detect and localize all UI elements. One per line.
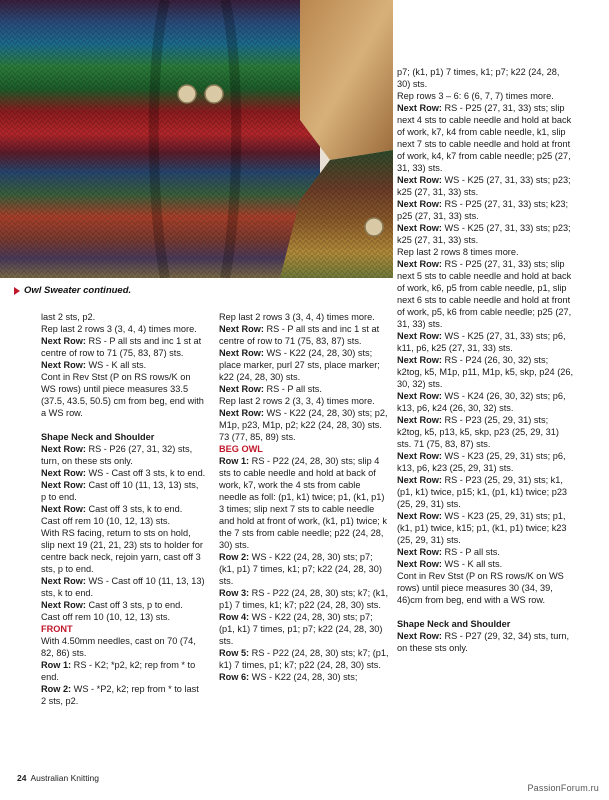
- instruction-paragraph: [219, 611, 389, 647]
- instruction-text: Cont in Rev Stst (P on RS rows/K on WS rows) until piece measures 33.5 (37.5, 43.5, 50.5) cm from beg, end with a WS row.: [41, 372, 204, 418]
- instruction-paragraph: [219, 383, 389, 395]
- instruction-paragraph: [41, 575, 206, 599]
- instruction-paragraph: [397, 66, 575, 90]
- instruction-paragraph: [41, 371, 206, 419]
- instruction-text: WS - K22 (24, 28, 30) sts; p7; (k1, p1) 7 times, k1; p7; k22 (24, 28, 30) sts.: [219, 552, 382, 586]
- page-footer: [17, 773, 99, 783]
- row-label: Row 3:: [219, 588, 250, 598]
- instruction-paragraph: [41, 527, 206, 575]
- section-subheading: FRONT: [41, 624, 73, 634]
- instruction-paragraph: [397, 558, 575, 570]
- instruction-text: WS - *P2, k2; rep from * to last 2 sts, p2.: [41, 684, 199, 706]
- row-label: Next Row:: [397, 631, 442, 641]
- instruction-paragraph: [397, 198, 575, 222]
- instruction-text: With RS facing, return to sts on hold, slip next 19 (21, 21, 23) sts to holder for centre back neck, rejoin yarn, cast off 3 sts, p to end.: [41, 528, 203, 574]
- instruction-paragraph: [219, 551, 389, 587]
- row-label: Next Row:: [41, 444, 86, 454]
- watermark: PassionForum.ru: [527, 783, 599, 793]
- instruction-paragraph: [219, 671, 389, 683]
- instruction-paragraph: [219, 407, 389, 443]
- instruction-text: WS - K22 (24, 28, 30) sts; p2, M1p, p23, M1p, p2; k22 (24, 28, 30) sts. 73 (77, 85, 89) sts.: [219, 408, 388, 442]
- instruction-paragraph: [41, 323, 206, 335]
- instruction-paragraph: [397, 90, 575, 102]
- row-label: Next Row:: [219, 384, 264, 394]
- row-label: Next Row:: [41, 336, 86, 346]
- text-column-1: [41, 311, 206, 707]
- row-label: Next Row:: [219, 324, 264, 334]
- row-label: Row 1:: [41, 660, 72, 670]
- magazine-name: Australian Knitting: [30, 773, 99, 783]
- page-number: 24: [17, 773, 27, 783]
- instruction-text: WS - Cast off 10 (11, 13, 13) sts, k to end.: [41, 576, 205, 598]
- row-label: Next Row:: [397, 331, 442, 341]
- row-label: Next Row:: [397, 559, 442, 569]
- instruction-paragraph: [397, 474, 575, 510]
- row-label: Next Row:: [397, 391, 442, 401]
- text-column-3: [397, 66, 575, 654]
- instruction-paragraph: [397, 546, 575, 558]
- row-label: Next Row:: [41, 468, 86, 478]
- instruction-text: Rep last 2 rows 3 (3, 4, 4) times more.: [219, 312, 375, 322]
- instruction-text: Rep last 2 rows 2 (3, 3, 4) times more.: [219, 396, 375, 406]
- instruction-text: RS - K2; *p2, k2; rep from * to end.: [41, 660, 196, 682]
- instruction-text: RS - P23 (25, 29, 31) sts; k2tog, k5, p13, k5, skp, p23 (25, 29, 31) sts. 71 (75, 83, 87) sts.: [397, 415, 559, 449]
- instruction-text: RS - P all sts and inc 1 st at centre of row to 71 (75, 83, 87) sts.: [219, 324, 380, 346]
- instruction-text: With 4.50mm needles, cast on 70 (74, 82, 86) sts.: [41, 636, 196, 658]
- instruction-text: Cast off 10 (11, 13, 13) sts, p to end.: [41, 480, 199, 502]
- instruction-paragraph: [41, 599, 206, 611]
- instruction-paragraph: [397, 354, 575, 390]
- instruction-text: RS - P25 (27, 31, 33) sts; k23; p25 (27, 31, 33) sts.: [397, 199, 569, 221]
- instruction-text: WS - K all sts.: [85, 360, 147, 370]
- instruction-text: WS - K25 (27, 31, 33) sts; p23; k25 (27, 31, 33) sts.: [397, 223, 571, 245]
- instruction-paragraph: [397, 246, 575, 258]
- instruction-text: WS - K22 (24, 28, 30) sts; place marker, purl 27 sts, place marker; k22 (24, 28, 30) sts.: [219, 348, 380, 382]
- section-heading: Shape Neck and Shoulder: [397, 619, 511, 629]
- instruction-text: Cast off 3 sts, k to end.: [85, 504, 183, 514]
- instruction-text: WS - K23 (25, 29, 31) sts; p1, (k1, p1) twice, k15; p1, (k1, p1) twice; k23 (25, 29, 31) sts.: [397, 511, 567, 545]
- instruction-text: Rep last 2 rows 3 (3, 4, 4) times more.: [41, 324, 197, 334]
- instruction-text: Cast off 3 sts, p to end.: [85, 600, 183, 610]
- instruction-paragraph: [397, 570, 575, 606]
- row-label: Next Row:: [41, 480, 86, 490]
- instruction-text: RS - P all sts and inc 1 st at centre of row to 71 (75, 83, 87) sts.: [41, 336, 202, 358]
- instruction-paragraph: [397, 390, 575, 414]
- instruction-paragraph: [397, 222, 575, 246]
- instruction-paragraph: [41, 611, 206, 623]
- row-label: Next Row:: [397, 103, 442, 113]
- row-label: Next Row:: [397, 223, 442, 233]
- instruction-paragraph: [397, 450, 575, 474]
- owl-sweater-photo: [0, 0, 393, 278]
- row-label: Next Row:: [397, 259, 442, 269]
- instruction-paragraph: [41, 659, 206, 683]
- instruction-text: p7; (k1, p1) 7 times, k1; p7; k22 (24, 28, 30) sts.: [397, 67, 560, 89]
- instruction-paragraph: [41, 683, 206, 707]
- instruction-paragraph: [41, 467, 206, 479]
- instruction-text: RS - P22 (24, 28, 30) sts; slip 4 sts to cable needle and hold at back of work, k7, work the 4 sts from cable needle as foll: (p1, k1) twice; p1, (k1, p1) 3 times; slip next 7 sts to cable needle and hold at front of work, (k1, p1) twice; k the 7 sts from cable needle; p22 (24, 28, 30) sts.: [219, 456, 388, 550]
- instruction-text: Rep rows 3 – 6: 6 (6, 7, 7) times more.: [397, 91, 554, 101]
- instruction-text: RS - P all sts.: [441, 547, 500, 557]
- instruction-paragraph: [397, 330, 575, 354]
- row-label: Row 6:: [219, 672, 250, 682]
- row-label: Next Row:: [41, 504, 86, 514]
- instruction-text: WS - K22 (24, 28, 30) sts;: [249, 672, 358, 682]
- instruction-text: RS - P22 (24, 28, 30) sts; k7; (k1, p1) 7 times, k1; k7; p22 (24, 28, 30) sts.: [219, 588, 389, 610]
- row-label: Next Row:: [397, 547, 442, 557]
- instruction-text: RS - P27 (29, 32, 34) sts, turn, on these sts only.: [397, 631, 570, 653]
- row-label: Row 4:: [219, 612, 250, 622]
- instruction-paragraph: [41, 635, 206, 659]
- instruction-text: last 2 sts, p2.: [41, 312, 96, 322]
- instruction-paragraph: [41, 443, 206, 467]
- section-heading: Shape Neck and Shoulder: [41, 432, 155, 442]
- instruction-paragraph: [397, 102, 575, 174]
- instruction-text: WS - K24 (26, 30, 32) sts; p6, k13, p6, k24 (26, 30, 32) sts.: [397, 391, 566, 413]
- instruction-paragraph: [219, 323, 389, 347]
- section-subheading: BEG OWL: [219, 444, 263, 454]
- instruction-paragraph: [397, 510, 575, 546]
- instruction-paragraph: [397, 174, 575, 198]
- instruction-text: Rep last 2 rows 8 times more.: [397, 247, 519, 257]
- instruction-paragraph: [41, 311, 206, 323]
- row-label: Next Row:: [397, 355, 442, 365]
- instruction-paragraph: [41, 515, 206, 527]
- instruction-text: RS - P23 (25, 29, 31) sts; k1, (p1, k1) twice, p15; k1, (p1, k1) twice; p23 (25, 29, 31) sts.: [397, 475, 568, 509]
- instruction-text: RS - P25 (27, 31, 33) sts; slip next 5 sts to cable needle and hold at back of work, k6, p5 from cable needle, p1, slip next 6 sts to cable needle and hold at front of work, p5, k6 from cable needle; p25 (27, 31, 33) sts.: [397, 259, 572, 329]
- instruction-text: WS - K25 (27, 31, 33) sts; p6, k11, p6, k25 (27, 31, 33) sts.: [397, 331, 566, 353]
- instruction-paragraph: [397, 414, 575, 450]
- row-label: Next Row:: [397, 511, 442, 521]
- instruction-text: RS - P25 (27, 31, 33) sts; slip next 4 sts to cable needle and hold at back of work, k7, k4 from cable needle, k1, slip next 7 sts to cable needle and hold at front of work, k4, k7 from cable needle; p25 (27, 31, 33) sts.: [397, 103, 572, 173]
- instruction-paragraph: [41, 335, 206, 359]
- instruction-paragraph: [219, 587, 389, 611]
- instruction-text: RS - P26 (27, 31, 32) sts, turn, on these sts only.: [41, 444, 193, 466]
- row-label: Row 1:: [219, 456, 250, 466]
- row-label: Row 2:: [219, 552, 250, 562]
- row-label: Next Row:: [397, 199, 442, 209]
- row-label: Next Row:: [41, 360, 86, 370]
- instruction-text: Cast off rem 10 (10, 12, 13) sts.: [41, 612, 171, 622]
- row-label: Next Row:: [397, 415, 442, 425]
- instruction-text: WS - K25 (27, 31, 33) sts; p23; k25 (27, 31, 33) sts.: [397, 175, 571, 197]
- instruction-paragraph: [219, 395, 389, 407]
- instruction-text: WS - K all sts.: [441, 559, 503, 569]
- instruction-paragraph: [219, 647, 389, 671]
- row-label: Next Row:: [219, 348, 264, 358]
- instruction-paragraph: [219, 347, 389, 383]
- instruction-paragraph: [41, 503, 206, 515]
- instruction-paragraph: [219, 311, 389, 323]
- row-label: Row 5:: [219, 648, 250, 658]
- caption-text: Owl Sweater continued.: [24, 285, 132, 296]
- text-column-2: [219, 311, 389, 683]
- instruction-paragraph: [397, 630, 575, 654]
- instruction-paragraph: [397, 258, 575, 330]
- caption-arrow-icon: [14, 287, 20, 295]
- photo-caption: [14, 285, 389, 296]
- row-label: Next Row:: [219, 408, 264, 418]
- instruction-text: WS - K22 (24, 28, 30) sts; p7; (p1, k1) 7 times, p1; p7; k22 (24, 28, 30) sts.: [219, 612, 383, 646]
- row-label: Next Row:: [41, 576, 86, 586]
- row-label: Next Row:: [397, 451, 442, 461]
- row-label: Next Row:: [41, 600, 86, 610]
- instruction-text: Cast off rem 10 (10, 12, 13) sts.: [41, 516, 171, 526]
- instruction-text: RS - P24 (26, 30, 32) sts; k2tog, k5, M1p, p11, M1p, k5, skp, p24 (26, 30, 32) sts.: [397, 355, 574, 389]
- instruction-text: RS - P all sts.: [263, 384, 322, 394]
- row-label: Next Row:: [397, 475, 442, 485]
- row-label: Row 2:: [41, 684, 72, 694]
- instruction-text: RS - P22 (24, 28, 30) sts; k7; (p1, k1) 7 times, p1; k7; p22 (24, 28, 30) sts.: [219, 648, 389, 670]
- instruction-text: WS - K23 (25, 29, 31) sts; p6, k13, p6, k23 (25, 29, 31) sts.: [397, 451, 566, 473]
- instruction-text: WS - Cast off 3 sts, k to end.: [85, 468, 206, 478]
- instruction-text: Cont in Rev Stst (P on RS rows/K on WS rows) until piece measures 30 (34, 39, 46)cm from beg, end with a WS row.: [397, 571, 564, 605]
- row-label: Next Row:: [397, 175, 442, 185]
- instruction-paragraph: [219, 455, 389, 551]
- instruction-paragraph: [41, 479, 206, 503]
- instruction-paragraph: [41, 359, 206, 371]
